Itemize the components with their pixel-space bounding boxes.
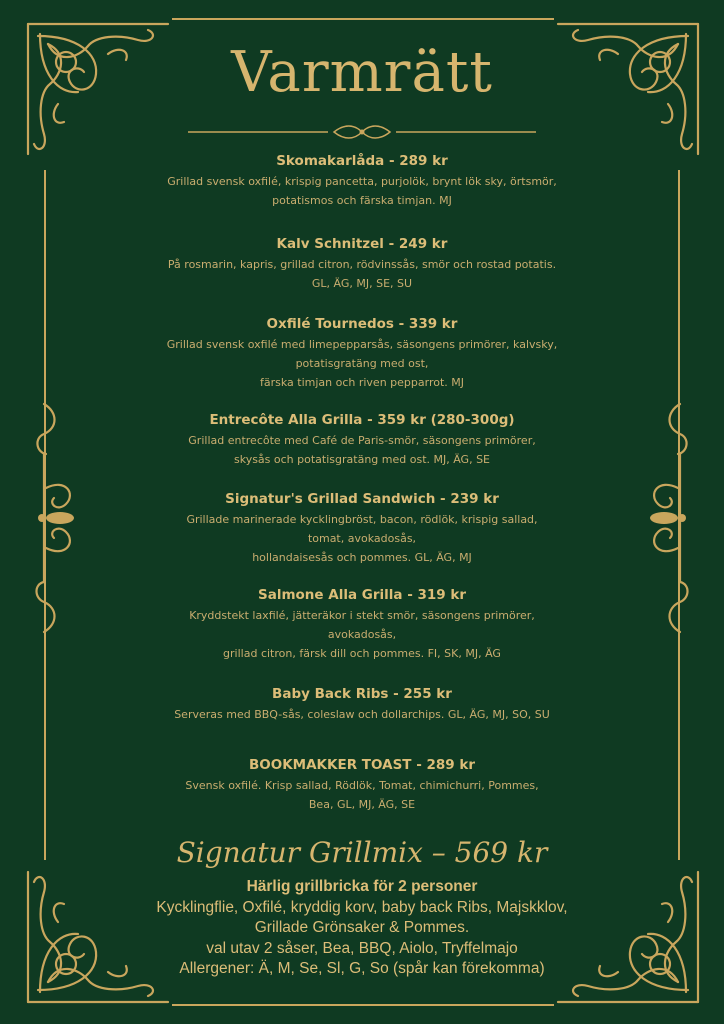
menu-item-title: BOOKMAKKER TOAST - 289 kr xyxy=(248,757,476,773)
menu-item-desc-line: potatisgratäng med ost, xyxy=(295,357,429,370)
signature-title: Signatur Grillmix – 569 kr xyxy=(176,836,548,869)
menu-item-title: Baby Back Ribs - 255 kr xyxy=(272,686,452,702)
menu-item-desc-line: Bea, GL, MJ, ÄG, SE xyxy=(308,798,416,811)
menu-item-title: Signatur's Grillad Sandwich - 239 kr xyxy=(225,491,499,507)
signature-line: Allergener: Ä, M, Se, Sl, G, So (spår kan förekomma) xyxy=(179,960,545,977)
menu-item xyxy=(110,587,614,663)
menu-item-desc-line: Svensk oxfilé. Krisp sallad, Rödlök, Tomat, chimichurri, Pommes, xyxy=(185,779,539,792)
menu-item-desc-line: grillad citron, färsk dill och pommes. FI, SK, MJ, ÄG xyxy=(223,647,501,660)
menu-item-desc-line: Grillad svensk oxfilé, krispig pancetta, purjolök, brynt lök sky, örtsmör, xyxy=(167,175,557,188)
menu-item-description xyxy=(110,255,614,293)
title-divider-icon xyxy=(188,124,536,140)
side-flourish-icon xyxy=(644,398,694,638)
menu-item-description xyxy=(110,510,614,567)
frame-bottom-line xyxy=(172,1004,554,1006)
menu-item xyxy=(110,236,614,293)
menu-item-description xyxy=(110,606,614,663)
signature-line: val utav 2 såser, Bea, BBQ, Aiolo, Tryffelmajo xyxy=(206,939,518,957)
menu-item-title: Kalv Schnitzel - 249 kr xyxy=(276,236,448,252)
menu-item-desc-line: Grillad entrecôte med Café de Paris-smör, säsongens primörer, xyxy=(188,434,536,447)
menu-item-desc-line: hollandaisesås och pommes. GL, ÄG, MJ xyxy=(252,551,472,564)
menu-item-desc-line: Grillad svensk oxfilé med limepepparsås, säsongens primörer, kalvsky, xyxy=(166,338,558,351)
menu-item xyxy=(110,491,614,567)
menu-item-desc-line: Grillade marinerade kycklingbröst, bacon, rödlök, krispig sallad, xyxy=(186,513,538,526)
menu-item-desc-line: På rosmarin, kapris, grillad citron, rödvinssås, smör och rostad potatis. xyxy=(167,258,557,271)
menu-item xyxy=(110,316,614,392)
signature-line: Grillade Grönsaker & Pommes. xyxy=(254,919,470,936)
page-title: Varmrätt xyxy=(231,40,493,105)
menu-item-desc-line: potatismos och färska timjan. MJ xyxy=(272,194,452,207)
menu-item xyxy=(110,757,614,814)
menu-item xyxy=(110,153,614,210)
menu-item-desc-line: tomat, avokadosås, xyxy=(307,532,417,545)
menu-item-description xyxy=(110,705,614,724)
frame-top-line xyxy=(172,18,554,20)
menu-item-desc-line: Serveras med BBQ-sås, coleslaw och dollarchips. GL, ÄG, MJ, SO, SU xyxy=(174,708,550,721)
menu-item-desc-line: Kryddstekt laxfilé, jätteräkor i stekt smör, säsongens primörer, xyxy=(189,609,535,622)
menu-item xyxy=(110,412,614,469)
signature-subtitle: Härlig grillbricka för 2 personer xyxy=(246,878,478,895)
menu-item-description xyxy=(110,431,614,469)
menu-item-title: Entrecôte Alla Grilla - 359 kr (280-300g) xyxy=(209,412,515,428)
menu-item-desc-line: färska timjan och riven pepparrot. MJ xyxy=(259,376,465,389)
menu-item-description xyxy=(110,776,614,814)
menu-item-desc-line: avokadosås, xyxy=(327,628,397,641)
signature-details xyxy=(110,877,614,980)
menu-item-desc-line: skysås och potatisgratäng med ost. MJ, ÄG, SE xyxy=(233,453,491,466)
menu-item-title: Salmone Alla Grilla - 319 kr xyxy=(257,587,467,603)
menu-item-title: Oxfilé Tournedos - 339 kr xyxy=(266,316,458,332)
menu-item-desc-line: GL, ÄG, MJ, SE, SU xyxy=(311,277,413,290)
menu-item-description xyxy=(110,335,614,392)
menu-item-title: Skomakarlåda - 289 kr xyxy=(276,153,448,169)
menu-item-description xyxy=(110,172,614,210)
menu-item xyxy=(110,686,614,724)
signature-line: Kycklingflie, Oxfilé, kryddig korv, baby back Ribs, Majskklov, xyxy=(156,898,568,916)
side-flourish-icon xyxy=(30,398,80,638)
